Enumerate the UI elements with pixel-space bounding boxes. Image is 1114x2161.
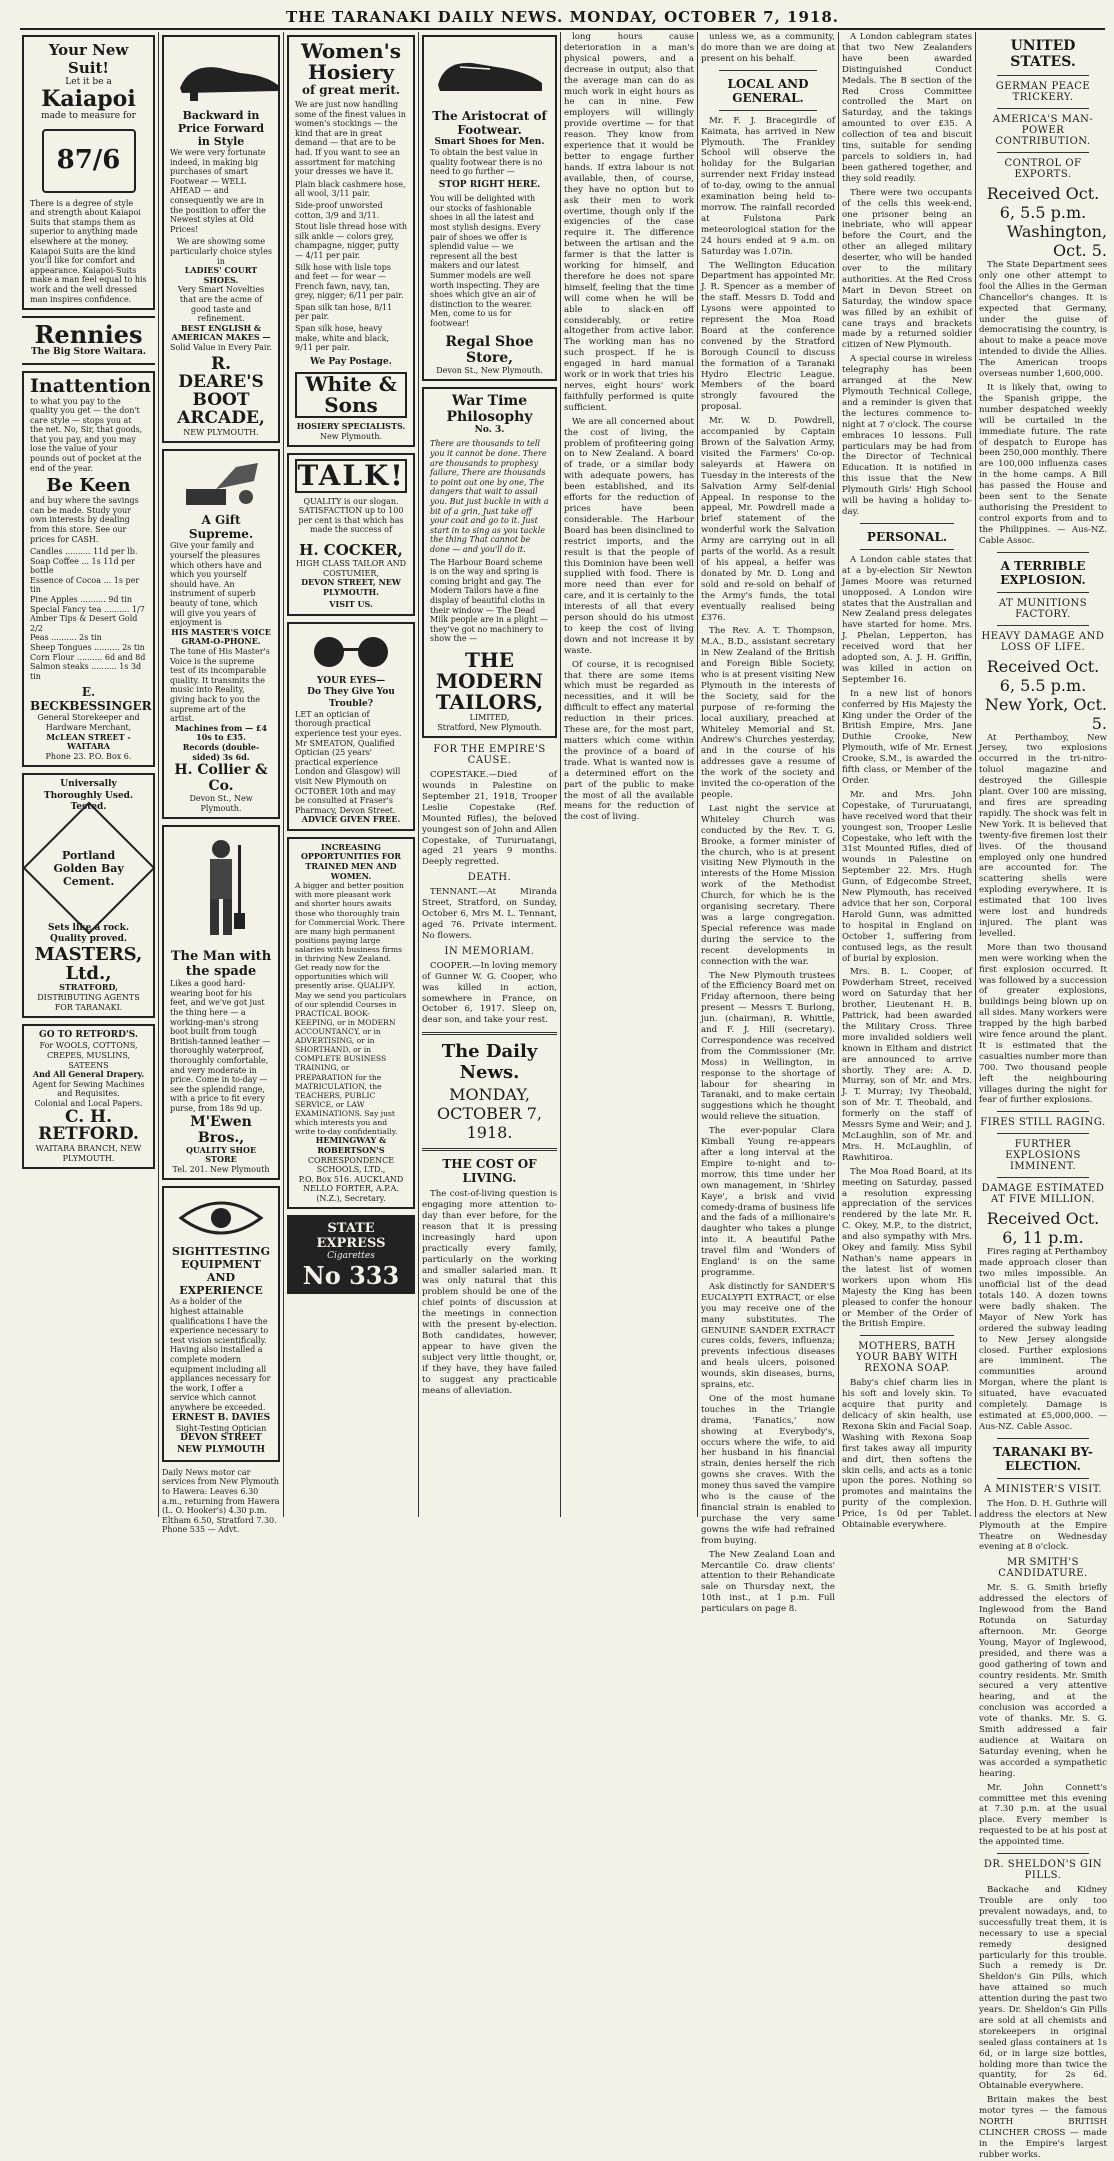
collier-heading: A Gift Supreme. (188, 513, 254, 542)
column-5 (564, 32, 694, 1517)
byelection-heading: TARANAKI BY-ELECTION. (993, 1444, 1093, 1473)
news-para: At Perthamboy, New Jersey, two explosions occurred in the tri-nitro-toluol magazine and destroyed the Gillespie plant. Over 100 are missing, and fires are spreading rapidly. The shock was felt in New York. It is believed that twenty-five firemen lost their lives. Of the thousand employed only one hundred are accounted for. The scattering shells were exploding everywhere. It is estimated that 100 lives were lost and hundreds injured. The plant was levelled. (979, 732, 1107, 939)
news-para: Backache and Kidney Trouble are only too prevalent nowadays, and, to successfully treat them, it is necessary to use a special remedy designed particularly for this trouble. Such a remedy is Dr. Sheldon's Gin Pills, which have attained so much attention during the past two years. Dr. Sheldon's Gin Pills are sold at all chemists and storekeepers in original sealed glass containers at 1s 6d, or in large size bottles, holding more than twice the quantity, for 2s 6d. Obtainable everywhere. (979, 1885, 1107, 2092)
news-para: It is likely that, owing to the Spanish grippe, the number despatched weekly will be curtailed in the immediate future. The rate of despatch to Europe has been 250,000 monthly. There are 100,000 influenza cases in the home camps. A Bill has passed the House and been sent to the Senate authorising the President to control exports from and to the Philippines. — Aus-NZ. Cable Assoc. (979, 382, 1107, 546)
divider (860, 523, 954, 524)
hosiery-item: Stout lisle thread hose with silk ankle — colors grey, champagne, nigger, putty — 4/11 per pair. (295, 222, 407, 260)
keen-body: and buy where the savings can be made. Study your own interests by dealing from this store. See our prices for CASH. (30, 496, 139, 544)
divider (997, 1133, 1089, 1134)
kaiapoi-advert (22, 35, 155, 310)
news-para: Mr. W. D. Powdrell, accompanied by Captain Brown of the Salvation Army, visited the Farmers' Co-op. saleyards at Hawera on Tuesday in the interests of the Salvation Army Self-denial Appeal. In response to the appeal, Mr. Powdrell made a brief statement of the wonderful work the Salvation Army are carrying out in all parts of the world. As a result of his appeal, a heifer was donated by Mr. D. Long and sold and re-sold on behalf of the Army's funds, the total eventually realised being £376. (701, 416, 835, 623)
express-num: No 333 (302, 1260, 400, 1290)
news-para: Ask distinctly for SANDER'S EUCALYPTI EXTRACT, or else you may receive one of the many substitutes. The GENUINE SANDER EXTRACT cures colds, fevers, influenza; prevents infectious diseases and heals ulcers, poisoned wounds, skin diseases, burns, sprains, etc. (701, 1281, 835, 1391)
divider (997, 1111, 1089, 1112)
death-body: TENNANT.—At Miranda Street, Stratford, on Sunday, October 6, Mrs M. L. Tennant, aged 76. Private interment. No flowers. (422, 887, 557, 941)
davies-heading: SIGHTTESTING EQUIPMENT AND EXPERIENCE (172, 1245, 270, 1298)
divider (997, 108, 1089, 109)
divider (860, 549, 954, 550)
further-heading: FURTHER EXPLOSIONS IMMINENT. (1005, 1139, 1081, 1173)
davies-body: As a holder of the highest attainable qualifications I have the experience necessary to test vision scientifically. Having also installed a complete modern equipment including all appliances necessary for the work, I offer a service which cannot anywhere be exceeded. (170, 1297, 271, 1412)
price-item: Corn Flour .......... 6d and 8d (30, 652, 146, 662)
deare-novelties: Very Smart Novelties that are the acme of good taste and refinement. (177, 285, 265, 324)
manpower-heading: AMERICA'S MAN-POWER CONTRIBUTION. (992, 114, 1094, 147)
kaiapoi-sub: Let it be a (65, 77, 112, 87)
editorial-para: Of course, it is recognised that there are some items which must be regarded as necessities, and it will be difficult to effect any material reduction in their prices. These are, for the most part, matters which come within the province of a board of trade. What is wanted now is a determined effort on the part of the public to make the most of all the available means for the reduction of the cost of living. (564, 659, 694, 823)
divider (997, 152, 1089, 153)
collier-records: Records (double-sided) 3s 6d. (182, 741, 260, 762)
damage-heading: DAMAGE ESTIMATED AT FIVE MILLION. (981, 1183, 1105, 1206)
modern-tailors-advert (422, 387, 557, 738)
white-sons-name: White & Sons (295, 372, 407, 418)
philosophy-poem: There are thousands to tell you it cannot be done. There are thousands to prophesy failure, There are thousands to point out one by one, The dangers that wait to assail you. But just buckle in with a bit of a grin, Just take off your coat and go to it. Just start in to sing as you tackle the thing That cannot be done — and you'll do it. (430, 439, 549, 554)
news-para: Mr. F. J. Bracegirdle of Kaimata, has arrived in New Plymouth. The Frankley School will observe the holiday for the Bulgarian surrender next Friday instead of to-day, owing to the annual examination being held to-morrow. The rainfall recorded at Fulstona Park meteorological station for the 24 hours ended at 9 a.m. on Saturday was 1.07in. (701, 115, 835, 257)
philosophy-num: No. 3. (474, 425, 505, 436)
news-para: A London cablegram states that two New Zealanders have been awarded Distinguished Conduct Medals. The B section of the Red Cross Committee controlled the Mart on Saturday, and the takings amounted to over £35. A collection of tea and biscuit tins, suitable for sending parcels to soldiers in, had been gathered together, and they sold readily. (842, 32, 972, 184)
keen-heading: Be Keen (46, 475, 131, 497)
local-general-heading: LOCAL AND GENERAL. (727, 76, 809, 105)
rennies-advert (22, 316, 155, 364)
hemingway-sec: NELLO FORTER, A.P.A. (N.Z.), Secretary. (303, 1184, 399, 1203)
cocker-body: QUALITY is our slogan. SATISFACTION up to 100 per cent is that which has made the success of (298, 496, 404, 535)
news-para: The Moa Road Board, at its meeting on Saturday, passed a resolution expressing appreciation of the services rendered by the late Mr. R. C. Okey, M.P., to the district, and also sympathy with Mrs. Okey and family. Miss Sybil Nathan's name appears in the latest list of women workers upon whom His Majesty the King has been pleased to confer the honour or Member of the Order of the British Empire. (842, 1166, 972, 1330)
modern-name: THE MODERN TAILORS, (435, 647, 544, 714)
eyes-advert (287, 622, 415, 831)
dateline: Received Oct. 6, 5.5 p.m. (986, 184, 1100, 222)
column-6 (701, 32, 835, 1615)
news-para: There were two occupants of the cells this week-end, one prisoner being an inebriate, who will appear before the Court, and the other an alleged military deserter, who will be handed over to the military authorities. At the Red Cross Mart in Devon Street on Saturday, the window space was filled by an exhibit of cane trays and brackets made by a returned soldier citizen of New Plymouth. (842, 187, 972, 351)
dateline: Received Oct. 6, 11 p.m. (986, 1209, 1100, 1248)
retford-items: For WOOLS, COTTONS, CREPES, MUSLINS, SATEENS (39, 1041, 138, 1070)
eye-illustration (176, 1196, 266, 1241)
hosiery-item: Span silk hose, heavy make, white and black, 9/11 per pair. (295, 324, 389, 353)
retford-agent: Agent for Sewing Machines and Requisites. (32, 1079, 145, 1099)
hosiery-items (295, 180, 407, 353)
us-heading: UNITED STATES. (1010, 38, 1076, 70)
beckbessinger-advert (22, 371, 155, 768)
control-heading: CONTROL OF EXPORTS. (1004, 158, 1082, 180)
news-para: Baby's chief charm lies in his soft and lovely skin. To acquire that purity and delicacy of skin health, use Rexona Skin and Facial Soap. Washing with Rexona Soap first takes away all impurity and dirt, then softens the skin cells, and acts as a tonic upon the pores. Nothing so promotes and maintains the purity of the complexion. Price, 1s 0d per Tablet. Obtainable everywhere. (842, 1378, 972, 1531)
news-para: Mrs. B. L. Cooper, of Powderham Street, received word on Saturday that her brother, Lieutenant H. B. Pattrick, had been awarded the Military Cross. Three more invalided soldiers well known in Eltham and district are announced to arrive shortly. They are: A. D. Murray, son of Mr. and Mrs. J. T. Murray; Ivy Theobald, son of Mr. T. Theobald, and formerly on the staff of Messrs Syme and Weir; and J. McLaughlin, son of Mr. and Mrs. H. McLaughlin, of Rawhitiroa. (842, 967, 972, 1163)
masters-sets: Sets like a rock. Quality proved. (47, 923, 130, 945)
mewen-sub: QUALITY SHOE STORE (185, 1144, 257, 1165)
collier-address: Devon St., New Plymouth. (189, 794, 253, 813)
deare-heading: Backward in Price Forward in Style (177, 109, 265, 148)
hosiery-item: Span silk tan hose, 8/11 per pair. (295, 302, 393, 322)
news-para: In a new list of honors conferred by His Majesty the King under the Order of the British Empire, Mrs. Jane Duthie Crooke, New Plymouth, wife of Mr. Ernest Crooke, S.M., is awarded the fifth class, or Member of the Order. (842, 688, 972, 786)
divider (422, 1148, 557, 1151)
masthead-title: THE TARANAKI DAILY NEWS. MONDAY, OCTOBER 7, 1918. (286, 8, 839, 26)
spectacles-illustration (301, 632, 401, 672)
divider (997, 1853, 1089, 1854)
deare-advert (162, 35, 280, 443)
price-item: Peas .......... 2s tin (30, 633, 102, 643)
deare-name: R. DEARE'S (178, 354, 264, 393)
news-para: The New Zealand Loan and Mercantile Co. draw clients' attention to their Rehandicate sale on Thursday next, the 10th inst., at 1 p.m. Full particulars on page 8. (701, 1549, 835, 1615)
collier-tone: The tone of His Master's Voice is the supreme test of its incomparable quality. It transmits the music into Reality, giving back to you the supreme art of the artist. (170, 646, 270, 724)
column-8 (979, 32, 1107, 2160)
divider (997, 75, 1089, 76)
column-rule (158, 32, 159, 1517)
masters-name: MASTERS, Ltd., (34, 943, 143, 984)
regal-body: To obtain the best value in quality footwear there is no need to go further — (430, 148, 543, 177)
masters-universally: Universally Thoroughly Used. Tested. (43, 779, 134, 812)
mewen-advert (162, 825, 280, 1180)
collier-body: Give your family and yourself the pleasures which others have and which you yourself should have. An instrument of superb beauty of tone, which will give you years of enjoyment is (170, 541, 262, 628)
merchant-phone: Phone 23. P.O. Box 6. (45, 751, 132, 761)
divider (997, 1177, 1089, 1178)
hemingway-advert (287, 837, 415, 1210)
hosiery-item: Plain black cashmere hose, all wool, 3/11 pair. (295, 179, 406, 199)
hosiery-item: Side-proof unworsted cotton, 3/9 and 3/11. (295, 200, 383, 220)
modern-body: The Harbour Board scheme is on the way and spring is coming bright and gay. The Modern Tailors have a fine display of beautiful cloths in their window — The Dead Milk people are in a plight — they've got no machinery to show the — (430, 557, 549, 644)
heavy-heading: HEAVY DAMAGE AND LOSS OF LIFE. (981, 630, 1105, 653)
retford-address: WAITARA BRANCH, NEW PLYMOUTH. (35, 1144, 142, 1163)
kaiapoi-headline: Your New Suit! (48, 41, 129, 77)
news-para: The Hon. D. H. Guthrie will address the electors at New Plymouth at the Empire Theatre on Wednesday evening at 8 o'clock. (979, 1498, 1107, 1553)
divider (997, 552, 1089, 553)
cost-body: The cost-of-living question is engaging more attention to-day than ever before, for the reason that it is pressing increasingly hard upon practically every family, particularly on the working and smaller salaried man. It was only natural that this problem should be one of the chief points of discussion at the meetings in connection with the present by-election. Both candidates, however, appear to have given the subject very little thought, or, if they have, they have failed to suggest any practicable means of alleviation. (422, 1189, 557, 1396)
collier-machines: Machines from — £4 10s to £35. (174, 722, 268, 743)
divider (997, 1438, 1089, 1439)
hemingway-heading: INCREASING OPPORTUNITIES FOR TRAINED MEN AND WOMEN. (300, 841, 402, 881)
retford-name: C. H. RETFORD. (38, 1106, 139, 1145)
column-rule (560, 32, 561, 1517)
empire-heading: FOR THE EMPIRE'S CAUSE. (433, 744, 546, 767)
mens-shoe-illustration (430, 43, 550, 103)
divider (422, 1032, 557, 1035)
dateline: New York, Oct. 5. (984, 694, 1107, 733)
price-item: Salmon steaks .......... 1s 3d tin (30, 662, 142, 681)
mewen-heading: The Man with the spade (170, 949, 272, 980)
news-para: The Rev. A. T. Thompson, M.A., B.D., assistant secretary in New Zealand of the British and Foreign Bible Society, who is at present visiting New Plymouth in the interests of the Society, said for the purpose of re-forming the local auxiliary, preached at Whiteley Memorial and St. Andrew's Churches yesterday, and in the course of his addresses gave a resume of the work of the society and invited the co-operation of the people. (701, 626, 835, 800)
mewen-body: Likes a good hard-wearing boot for his feet, and we've got just the thing here — a working-man's strong boot built from tough British-tanned leather — thoroughly waterproof, thoroughly comfortable, and very moderate in price. Come in to-day — see the splendid range, with a price to fit every purse, from 18s 9d up. (170, 979, 271, 1113)
state-express-advert (287, 1215, 415, 1293)
price-list (30, 547, 147, 681)
news-para: Mr. and Mrs. John Copestake, of Tururuatangi, have received word that their youngest son, Trooper Leslie Copestake, who left with the 31st Mounted Rifles, died of wounds in Palestine on September 22. Mrs. Hugh Gunn, of Edgecombe Street, New Plymouth, has received advice that her son, Corporal Harold Gunn, was admitted to hospital in England on October 1, suffering from contused legs, as the result of burial by explosion. (842, 789, 972, 964)
smith-heading: MR SMITH'S CANDIDATURE. (998, 1557, 1088, 1580)
column-3 (287, 32, 415, 1517)
news-para: Britain makes the best motor tyres — the famous NORTH BRITISH CLINCHER CROSS — made in the Empire's largest rubber works. (979, 2095, 1107, 2160)
news-para: The ever-popular Clara Kimball Young re-appears after a long interval at the Empire to-night and to-morrow, this time under her own management, in 'Shirley Kaye', a brisk and vivid comedy-drama of business life and the fads of a millionaire's daughter who takes a plunge into it. A beautiful Pathe travel film and 'Wonders of England' is on the same programme. (701, 1126, 835, 1278)
davies-name: ERNEST B. DAVIES (171, 1412, 271, 1423)
divider (997, 1478, 1089, 1479)
column-rule (975, 32, 976, 1517)
regal-body2: You will be delighted with our stocks of fashionable shoes in all the latest and most stylish designs. Every pair of shoes we offer is splendid value — we represent all the best makers and our latest Summer models are well worth inspecting. They are shoes which give an air of distinction to the wearer. Men, come to us for footwear! (430, 194, 541, 328)
express-top: STATE EXPRESS (316, 1221, 386, 1252)
mewen-name: M'Ewen Bros., (190, 1113, 252, 1146)
hosiery-sub: of great merit. (301, 83, 401, 97)
deare-showing: We are showing some particularly choice styles in (170, 237, 272, 266)
modern-ltd: LIMITED, (469, 712, 510, 722)
editorial-para: We are all concerned about the cost of living, the problem of profiteering going on to New Zealand. A board of trade, or a similar body with adequate powers, has been established, and its efforts for the reduction of prices have been considerable. The Harbour Board has been disinclined to restrict imports, and the result is that the people of this Dominion have been well supplied with food. There is more need than ever for care, and it is certainly to the interests of all that every person should do his utmost to keep the cost of living down and not increase it by waste. (564, 416, 694, 656)
memoriam-heading: IN MEMORIAM. (444, 945, 535, 957)
express-mid: Cigarettes (327, 1251, 375, 1262)
rennies-name: Rennies (34, 320, 143, 350)
cocker-visit: VISIT US. (329, 599, 373, 610)
daily-news-masthead: The Daily News. (441, 1041, 538, 1084)
rennies-tag: The Big Store Waitara. (30, 347, 147, 358)
news-para: Last night the service at Whiteley Church was conducted by the Rev. T. G. Brooke, a former minister of the church, who is at present visiting New Plymouth in the interests of the Home Mission work of the Methodist Church, for which he is the organising secretary. There was a large congregation. Special reference was made during the service to the recent developments in connection with the war. (701, 803, 835, 967)
masters-advert (22, 773, 155, 1018)
column-2 (162, 32, 280, 1535)
eyes-body: LET an optician of thorough practical experience test your eyes. Mr SMEATON, Qualified Optician (25 years' practical experience London and Glasgow) will visit New Plymouth on OCTOBER 10th and may be consulted at Fraser's Pharmacy, Devon Street. (295, 709, 402, 815)
motor-notice: Daily News motor car services from New Plymouth to Hawera: Leaves 6.30 a.m., returning from Hawera (L. O. Hooker's) 4.30 p.m. Eltham 6.50, Stratford 7.30. Phone 535 — Advt. (162, 1467, 280, 1535)
merchant-sub: General Storekeeper and Hardware Merchant, (37, 713, 140, 733)
cost-heading: THE COST OF LIVING. (442, 1157, 537, 1186)
hemingway-box: P.O. Box 516. AUCKLAND (298, 1174, 404, 1184)
dateline: Received Oct. 6, 5.5 p.m. (986, 656, 1100, 695)
collier-hmv: HIS MASTER'S VOICE GRAM-O-PHONE. (171, 626, 271, 647)
deare-solid: Solid Value in Every Pair. (170, 342, 272, 352)
davies-address: DEVON STREET NEW PLYMOUTH (176, 1433, 266, 1455)
masters-agents: DISTRIBUTING AGENTS FOR TARANAKI. (37, 993, 140, 1012)
column-rule (838, 32, 839, 1517)
regal-stop: STOP RIGHT HERE. (438, 180, 541, 191)
divider (997, 625, 1089, 626)
divider (997, 592, 1089, 593)
dateline: Washington, Oct. 5. (1006, 222, 1107, 260)
notices (422, 744, 557, 1396)
hemingway-sub: CORRESPONDENCE SCHOOLS, LTD., (307, 1155, 395, 1175)
price-item: Sheep Tongues .......... 2s tin (30, 643, 145, 653)
gramophone-illustration (176, 459, 266, 509)
retford-papers: Colonial and Local Papers. (34, 1099, 143, 1109)
regal-sub: Smart Shoes for Men. (434, 137, 545, 147)
kaiapoi-price: 87/6 (56, 144, 121, 175)
shoe-illustration (170, 43, 290, 103)
cocker-sub: HIGH CLASS TAILOR AND COSTUMIER, (295, 559, 407, 578)
fires-heading: FIRES STILL RAGING. (980, 1117, 1106, 1129)
news-para: Mr. S. G. Smith briefly addressed the electors of Inglewood from the Band Rotunda on Saturday afternoon. Mr. George Young, Mayor of Inglewood, presided, and there was a good gathering of town and country residents. Mr. Smith secured a very attentive hearing, and at the conclusion was accorded a vote of thanks. Mr. S. G. Smith addressed a fair audience at Waitara on Saturday evening, when he was accorded a sympathetic hearing. (979, 1583, 1107, 1779)
news-para: The Wellington Education Department has appointed Mr. J. R. Spencer as a member of the staff. Messrs D. Todd and Lysons were appointed to represent the Moa Road Board at the conference convened by the Stratford Borough Council to discuss the formation of a Taranaki Hydro Electric League. Members of the board strongly favoured the proposal. (701, 260, 835, 413)
column-rule (697, 32, 698, 1517)
cement-diamond (22, 802, 155, 935)
explosion-heading: A TERRIBLE EXPLOSION. (1000, 558, 1086, 587)
news-para: A special course in wireless telegraphy has been arranged at the New Plymouth Technical College, and a reminder is given that the lectures commence to-night at 7 o'clock. The course embraces 10 lessons. Full particulars may be had from the Director of Technical Education. It is notified in this issue that the New Plymouth Girls' High School will be having a holiday to-day. (842, 354, 972, 517)
personal-heading: PERSONAL. (866, 529, 948, 544)
philosophy-heading: War Time Philosophy (446, 393, 533, 426)
deare-best: BEST ENGLISH & AMERICAN MAKES — (171, 322, 271, 343)
hosiery-postage: We Pay Postage. (310, 356, 392, 367)
collier-advert (162, 449, 280, 819)
inattention-heading: Inattention (30, 374, 151, 397)
hosiery-item: Silk hose with lisle tops and feet — for wear — French fawn, navy, tan, grey, nigger; 6/11 per pair. (295, 262, 404, 301)
column-rule (283, 32, 284, 1517)
eyes-heading: YOUR EYES— (316, 676, 386, 687)
price-item: Essence of Cocoa ... 1s per tin (30, 575, 140, 595)
news-para: One of the most humane touches in the Triangle drama, 'Fanatics,' now showing at Everybody's, occurs where the wife, to aid her husband in his financial strain, denies herself the rich gowns she craves. With the money thus saved the vampire who is the cause of the financial strain is enabled to purchase the very same gowns the wife had refrained from buying. (701, 1393, 835, 1546)
price-item: Special Fancy tea .......... 1/7 (30, 604, 145, 614)
editorial-end: unless we, as a community, do more than we are doing at present on his behalf. (701, 32, 835, 64)
news-para: More than two thousand men were working when the first explosion occurred. It was followed by a succession of greater explosions, buildings being blown up on all sides. Many workers were trapped by the high barbed wire fence around the plant. It is estimated that the casualties number more than 700. Two thousand people left the neighbouring villages during the night for fear of further explosions. (979, 942, 1107, 1106)
masters-town: STRATFORD, (59, 982, 118, 993)
price-item: Amber Tips & Desert Gold 2/2 (30, 614, 138, 633)
eyes-advice: ADVICE GIVEN FREE. (301, 814, 401, 825)
regal-advert (422, 35, 557, 381)
merchant-name: E. BECKBESSINGER (30, 685, 152, 714)
price-item: Candles .......... 11d per lb. (30, 547, 138, 557)
rexona-heading: MOTHERS, BATH YOUR BABY WITH REXONA SOAP. (855, 1341, 959, 1375)
retford-heading: GO TO RETFORD'S. (39, 1030, 138, 1041)
davies-sub: Sight-Testing Optician (175, 1423, 267, 1433)
news-para: The New Plymouth trustees of the Efficiency Board met on Friday afternoon, there being present — Messrs T. Burlong, jun. (chairman), R. Whittle, and F. J. Hill (secretary). Correspondence was received from the Commissioner (Mr. Moss) in Wellington, in response to the shortage of labour for shearing in Taranaki, and to make certain suggestions which he thought would relieve the situation. (701, 970, 835, 1123)
regal-name: Regal Shoe Store, (445, 333, 534, 366)
factory-heading: AT MUNITIONS FACTORY. (998, 597, 1088, 620)
regal-address: Devon St., New Plymouth. (436, 365, 543, 375)
cocker-address: DEVON STREET, NEW PLYMOUTH. (301, 577, 401, 597)
divider (719, 70, 817, 71)
masthead (20, 6, 1105, 30)
spade-man-illustration (186, 835, 256, 945)
inattention-body: to what you pay to the quality you get — the don't care style — stops you at the net. No, Sir, that goods, that you pay, and you may lose the value of your pounds out of pocket at the end of the year. (30, 396, 143, 473)
kaiapoi-brand: Kaiapoi (41, 86, 136, 113)
trickery-heading: GERMAN PEACE TRICKERY. (995, 81, 1091, 103)
hemingway-body: A bigger and better position with more pleasant work and shorter hours awaits those who thoroughly train for Commercial Work. There are many high permanent positions paying large salaries with business firms in thriving New Zealand. Get ready now for the opportunities which will presently arise. QUALIFY. May we send you particulars of our splendid Courses in PRACTICAL BOOK-KEEPING, or in MODERN ACCOUNTANCY, or in ADVERTISING, or in SHORTHAND, or in COMPLETE BUSINESS TRAINING, or PREPARATION for the MATRICULATION, the TEACHERS, PUBLIC SERVICE, or LAW EXAMINATIONS. Say just which interests you and write to-day confidentially. (295, 881, 407, 1137)
hemingway-name: HEMINGWAY & ROBERTSON'S (315, 1135, 387, 1155)
kaiapoi-price-box (42, 129, 136, 193)
white-sons-sub: HOSIERY SPECIALISTS. (296, 421, 406, 432)
cocker-advert (287, 453, 415, 616)
divider (719, 110, 817, 111)
empire-body: COPESTAKE.—Died of wounds in Palestine on September 21, 1918, Trooper Leslie Copestake (Ref. Mounted Rifles), the beloved youngest son of John and Allen Copestake, of Tururuatangi, aged 21 years 9 months. Deeply regretted. (422, 770, 557, 868)
death-heading: DEATH. (467, 872, 512, 884)
daily-news-date: MONDAY, OCTOBER 7, 1918. (437, 1085, 542, 1143)
white-sons-town: New Plymouth. (319, 431, 383, 441)
column-rule (418, 32, 419, 1517)
collier-name: H. Collier & Co. (174, 762, 268, 795)
hosiery-body: We are just now handling some of the finest values in women's stockings — the kind that are in great demand — that are to be had. If you want to see an assortment for matching your dresses we have it. (295, 100, 406, 177)
deare-name2: BOOT ARCADE, (177, 390, 265, 428)
news-para: Fires raging at Perthamboy made approach closer than two miles impossible. An unofficial list of the dead totals 140. A dozen towns were badly shaken. The Mayor of New York has ordered the subway leading to New Jersey alongside closed. Further explosions are imminent. The communities around Morgan, where the plant is situated, have evacuated completely. Damage is estimated at £5,000,000. — Aus-NZ. Cable Assoc. (979, 1247, 1107, 1432)
column-4 (422, 32, 557, 1517)
cocker-name: H. COCKER, (299, 541, 403, 560)
regal-heading: The Aristocrat of Footwear. (432, 109, 547, 137)
merchant-address: McLEAN STREET - WAITARA (46, 731, 131, 752)
modern-address: Stratford, New Plymouth. (437, 722, 542, 732)
editorial-para: long hours cause deterioration in a man's physical powers, and a decrease in output; also that the average man can do as much work in eight hours as he can in nine. Few employers will willingly provide overtime — for that reason. They know from experience that it would be better to engage further hands. If extra labour is not available, then, of course, they have no option but to ask their men to work overtime, though only if the exigencies of the case require it. The difference between the artisan and the farmer is that the latter is working for himself, and therefore he does not spare himself, feeling that the time will come when he will be able to slack-en off considerably, or retire altogether from active labor. The working man has no such prospect. If he is engaged in hard manual work or in work that tries his nerves, eight hours' work faithfully performed is quite sufficient. (564, 32, 694, 413)
retford-drapery: And All General Drapery. (32, 1069, 145, 1080)
price-item: Pine Apples .......... 9d tin (30, 595, 132, 605)
cement-name: Portland Golden Bay Cement. (53, 848, 124, 888)
memoriam-body: COOPER.—In loving memory of Gunner W. G. Cooper, who was killed in action, somewhere in France, on October 6, 1917. Sleep on, dear son, and take your rest. (422, 960, 557, 1026)
minister-heading: A MINISTER'S VISIT. (983, 1483, 1103, 1495)
kaiapoi-body: There is a degree of style and strength about Kaiapoi Suits that stamps them as superior to anything made elsewhere at the money. Kaiapoi Suits are the kind you'll like for comfort and appearance. Kaiapoi-Suits make a man feel equal to his work and the well dressed man inspires confidence. (30, 198, 147, 304)
news-para: A London cable states that at a by-election Sir Newton James Moore was returned unopposed. A London wire states that the Australian and New Zealand press delegates have started for home. Mrs. J. Phelan, Lepperton, has received word that her adopted son, A. J. H. Griffin, was killed in action on September 16. (842, 554, 972, 685)
column-7 (842, 32, 972, 1531)
deare-body: We were very fortunate indeed, in making big purchases of smart Footwear — WELL AHEAD — and consequently we are in the position to offer the Newest styles at Old Prices! (170, 148, 266, 234)
davies-advert (162, 1186, 280, 1461)
news-para: Mr. John Connett's committee met this evening at 7.30 p.m. at the usual place. Every member is requested to be at his post at the appointed time. (979, 1782, 1107, 1848)
hosiery-heading: Women's Hosiery (301, 39, 401, 84)
deare-town: NEW PLYMOUTH. (183, 427, 259, 437)
divider (860, 1335, 954, 1336)
eyes-sub: Do They Give You Trouble? (307, 687, 395, 709)
column-1 (22, 32, 155, 1517)
gin-heading: DR. SHELDON'S GIN PILLS. (983, 1859, 1103, 1882)
news-para: The State Department sees only one other attempt to fool the Allies in the German Chancellor's changes. It is expected that Germany, under the guise of democratising the country, is about to make a peace move intended to divide the Allies. The American troops overseas number 1,600,000. (979, 260, 1107, 380)
price-item: Soap Coffee ... 1s 11d per bottle (30, 556, 135, 576)
white-sons-advert (287, 35, 415, 447)
retford-advert (22, 1024, 155, 1169)
mewen-tel: Tel. 201. New Plymouth (172, 1164, 270, 1174)
kaiapoi-made: made to measure for (41, 111, 136, 122)
deare-ladies: LADIES' COURT SHOES. (184, 265, 258, 285)
talk-heading: TALK! (295, 459, 407, 492)
